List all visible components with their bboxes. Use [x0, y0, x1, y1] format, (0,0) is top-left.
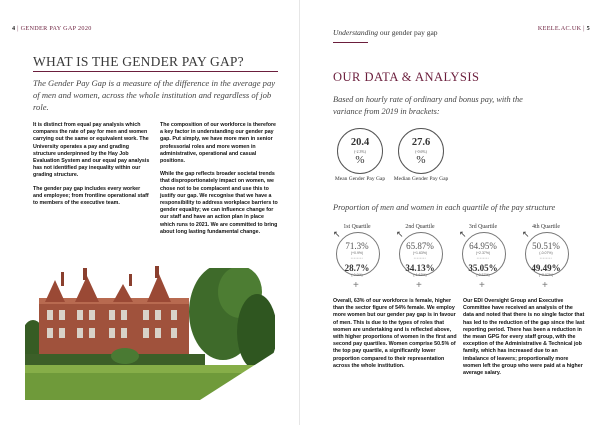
right-running-head: KEELE.AC.UK | 5: [537, 25, 590, 32]
men-change: (+0.07%): [538, 273, 554, 277]
plus-icon: +: [479, 280, 485, 291]
left-column-1: [33, 122, 151, 213]
divider-dots: ••••••••: [476, 256, 490, 260]
plus-icon: +: [416, 280, 422, 291]
paragraph: It is distinct from equal pay analysis which compares the rate of pay for men and women carrying out the same or equivalent work. The University operates a pay and grading structure underpinned by the Hay Job Evaluation System and our equal pay analysis has not identified pay inequality within our grading structure.: [33, 122, 150, 179]
quartile-label: 3rd Quartile: [468, 224, 498, 230]
page-title-right: OUR DATA & ANALYSIS: [333, 70, 480, 84]
divider-dots: ••••••••: [539, 256, 553, 260]
median-gap-variance: (-0.6%): [415, 150, 427, 154]
title-rule-left: [33, 71, 278, 72]
quartile-label: 4th Quartile: [532, 224, 560, 230]
divider-dots: ••••••••: [350, 256, 364, 260]
paragraph: Our EDI Oversight Group and Executive Committee have received an analysis of the data and noted that there is no single factor that has led to the reduction of the gap since the last reporting period. There has been a reduction in the mean GPG for every staff group, with the exception of the Administrative & Technical job family, which has increased due to an imbalance of leavers; proportionally more women left the group who were paid at a higher average salary.: [463, 298, 585, 377]
women-share: 50.51%: [532, 241, 560, 251]
quartile-2: [391, 224, 449, 292]
intro-text: The Gender Pay Gap is a measure of the difference in the average pay of men and women, across the whole institution and regardless of job role.: [33, 78, 276, 113]
mean-gap-label: Mean Gender Pay Gap: [334, 176, 386, 182]
data-subtitle: Based on hourly rate of ordinary and bonus pay, with the variance from 2019 in brackets:: [333, 95, 523, 116]
section-kicker: Understanding our gender pay gap: [333, 28, 438, 37]
right-column-1: [333, 298, 457, 376]
median-gap-value: 27.6: [411, 137, 431, 148]
women-share: 65.87%: [406, 241, 434, 251]
quartile-label: 1st Quartile: [343, 224, 371, 230]
right-column-2: [463, 298, 585, 383]
men-change: (-2.37%): [476, 273, 490, 277]
divider-dots: ••••••••: [413, 256, 427, 260]
women-share: 64.95%: [469, 241, 497, 251]
median-gap-circle: [398, 128, 444, 174]
men-share: 49.49%: [531, 263, 561, 273]
percent-sign: %: [355, 154, 365, 166]
mean-gap-variance: (-2.3%): [354, 150, 366, 154]
paragraph: The gender pay gap includes every worker and employee; from frontline operational staff to members of the executive team.: [33, 185, 149, 207]
plus-icon: +: [542, 280, 548, 291]
paragraph: While the gap reflects broader societal trends that disproportionately impact on women, we chose not to be complacent and use this to justify our gap. We recognise that we have a responsibility to address workplace barriers to gender equality; we can influence change for our staff and have an action plan in place which runs to 2021. We are committed to bring about long lasting fundamental change.: [160, 171, 278, 235]
plus-icon: +: [353, 280, 359, 291]
women-share: 71.3%: [345, 241, 369, 251]
kicker-rule: [333, 42, 368, 43]
mean-gap-value: 20.4: [350, 137, 370, 148]
median-gap-label: Median Gender Pay Gap: [393, 176, 449, 182]
arrow-up-left-icon: ↖: [396, 229, 404, 239]
men-share: 34.13%: [405, 263, 435, 273]
paragraph: The composition of our workforce is therefore a key factor in understanding our gender pay gap. Put simply, we have more men in senior professorial roles and more women in administrative, operational and casual positions.: [160, 122, 276, 165]
women-change: (+2.37%): [475, 251, 491, 255]
quartile-3: [454, 224, 512, 292]
paragraph: Overall, 63% of our workforce is female, higher than the sector figure of 54% female. We employ more women but our gender pay gap is in favour of men. This is due to the types of roles that women are undertaking and is reflected above, with higher proportions of women in the first and second pay quartiles. Women comprise 50.5% of the top pay quartile, a significantly lower proportion compared to their representation across the whole institution.: [333, 298, 457, 369]
left-running-head: 4 | GENDER PAY GAP 2020: [12, 25, 92, 32]
men-share: 28.7%: [344, 263, 370, 273]
men-change: (-0.9%): [351, 273, 363, 277]
women-change: (+1.63%): [412, 251, 428, 255]
women-change: (+0.9%): [350, 251, 364, 255]
arrow-up-left-icon: ↖: [333, 229, 341, 239]
quartile-label: 2nd Quartile: [405, 224, 435, 230]
men-change: (-1.63%): [413, 273, 427, 277]
mean-gap-circle: [337, 128, 383, 174]
left-column-2: [160, 122, 278, 242]
keele-hall-photo: [25, 262, 275, 400]
arrow-up-left-icon: ↖: [522, 229, 530, 239]
page-title-left: WHAT IS THE GENDER PAY GAP?: [33, 54, 244, 69]
women-change: (-0.07%): [539, 251, 553, 255]
quartile-heading: Proportion of men and women in each quartile of the pay structure: [333, 203, 556, 212]
quartile-4: [517, 224, 575, 292]
arrow-up-left-icon: ↖: [459, 229, 467, 239]
percent-sign: %: [416, 154, 426, 166]
men-share: 35.05%: [468, 263, 498, 273]
quartile-1: [328, 224, 386, 292]
